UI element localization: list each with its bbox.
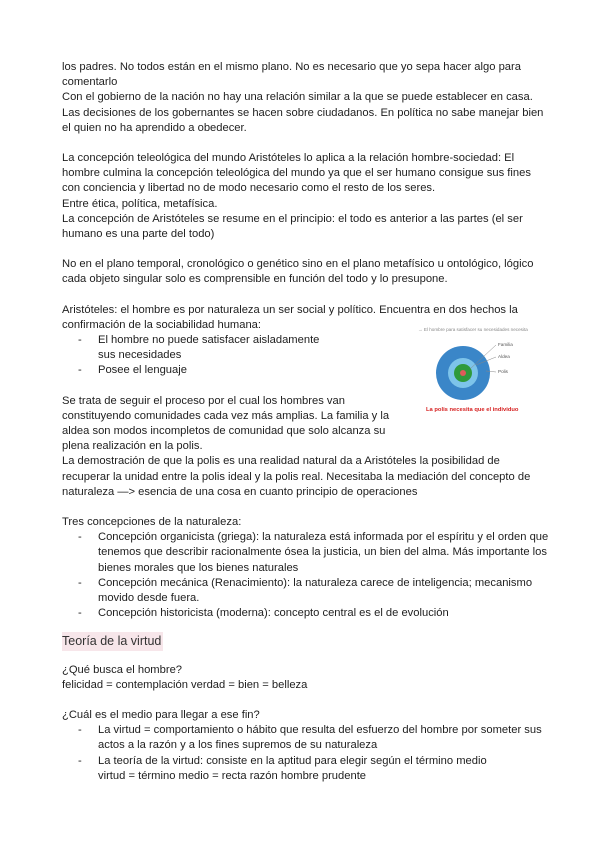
list-item-text: La teoría de la virtud: consiste en la aptitud para elegir según el término medio <box>98 754 487 767</box>
paragraph: Tres concepciones de la naturaleza: <box>62 516 242 529</box>
answer: felicidad = contemplación verdad = bien = belleza <box>62 678 308 691</box>
label-aldea: Aldea <box>498 354 510 359</box>
list-item: - La virtud = comportamiento o hábito que resulta del esfuerzo del hombre por someter sus actos a la razón y a los fines supremos de su naturaleza <box>78 723 550 753</box>
community-diagram <box>410 323 540 423</box>
paragraph: los padres. No todos están en el mismo plano. No es necesario que yo sepa hacer algo para comentarlo <box>62 61 521 89</box>
paragraph: Entre ética, política, metafísica. <box>62 197 218 210</box>
label-polis: Polis <box>498 369 508 374</box>
paragraph: No en el plano temporal, cronológico o genético sino en el plano metafísico u ontológico, lógico cada objeto singular solo es comprensible en función del todo y lo presupone. <box>62 258 534 286</box>
paragraph: La concepción teleológica del mundo Aristóteles lo aplica a la relación hombre-sociedad: El hombre culmina la concepción teleológica del mundo ya que el ser humano consigue sus fines con conciencia y libertad no de modo necesario como el resto de los seres. <box>62 152 531 195</box>
individual-circle <box>460 370 466 376</box>
list-item-extra: virtud = término medio = recta razón hombre prudente <box>98 769 367 782</box>
list-item: - Posee el lenguaje <box>78 363 550 378</box>
list-item: - Concepción historicista (moderna): concepto central es el de evolución <box>78 606 550 621</box>
paragraph: Aristóteles: el hombre es por naturaleza un ser social y político. Encuentra en dos hechos la confirmación de la sociabilidad humana: <box>62 303 518 331</box>
section-heading: Teoría de la virtud <box>62 632 163 651</box>
paragraph: La demostración de que la polis es una realidad natural da a Aristóteles la posibilidad de recuperar la unidad entre la polis ideal y la polis real. Necesitaba la mediación del concepto de naturaleza —> esencia de una cosa en cuanto principio de operaciones <box>62 455 531 498</box>
paragraph: Se trata de seguir el proceso por el cual los hombres van constituyendo comunidades cada vez más amplias. La familia y la aldea son modos incompletos de comunidad que solo alcanza su plena realización en la polis. <box>62 394 390 453</box>
paragraph: Con el gobierno de la nación no hay una relación similar a la que se puede establecer en casa. Las decisiones de los gobernantes se hacen sobre ciudadanos. En política no sabe manejar bien el quien no ha aprendido a obedecer. <box>62 91 544 134</box>
label-familia: Familia <box>498 342 513 347</box>
virtue-list <box>62 723 550 784</box>
diagram-title: → El hombre para satisfacer su necesidades necesita <box>418 327 528 332</box>
question: ¿Cuál es el medio para llegar a ese fin? <box>62 708 260 721</box>
diagram-caption: La polis necesita que el individuo <box>426 407 519 413</box>
list-item <box>78 754 550 784</box>
list-item: - Concepción organicista (griega): la naturaleza está informada por el espíritu y el orden que tenemos que describir racionalmente ósea la justicia, un bien del alma. Más importante los bienes morales que los bienes naturales <box>78 530 550 576</box>
paragraph: La concepción de Aristóteles se resume en el principio: el todo es anterior a las partes (el ser humano es una parte del todo) <box>62 212 523 241</box>
list-item: - Concepción mecánica (Renacimiento): la naturaleza carece de inteligencia; mecanismo movido desde fuera. <box>78 576 550 606</box>
list-item: - El hombre no puede satisfacer aisladamente sus necesidades <box>78 333 338 363</box>
nature-list <box>62 530 550 621</box>
question: ¿Qué busca el hombre? <box>62 663 183 676</box>
